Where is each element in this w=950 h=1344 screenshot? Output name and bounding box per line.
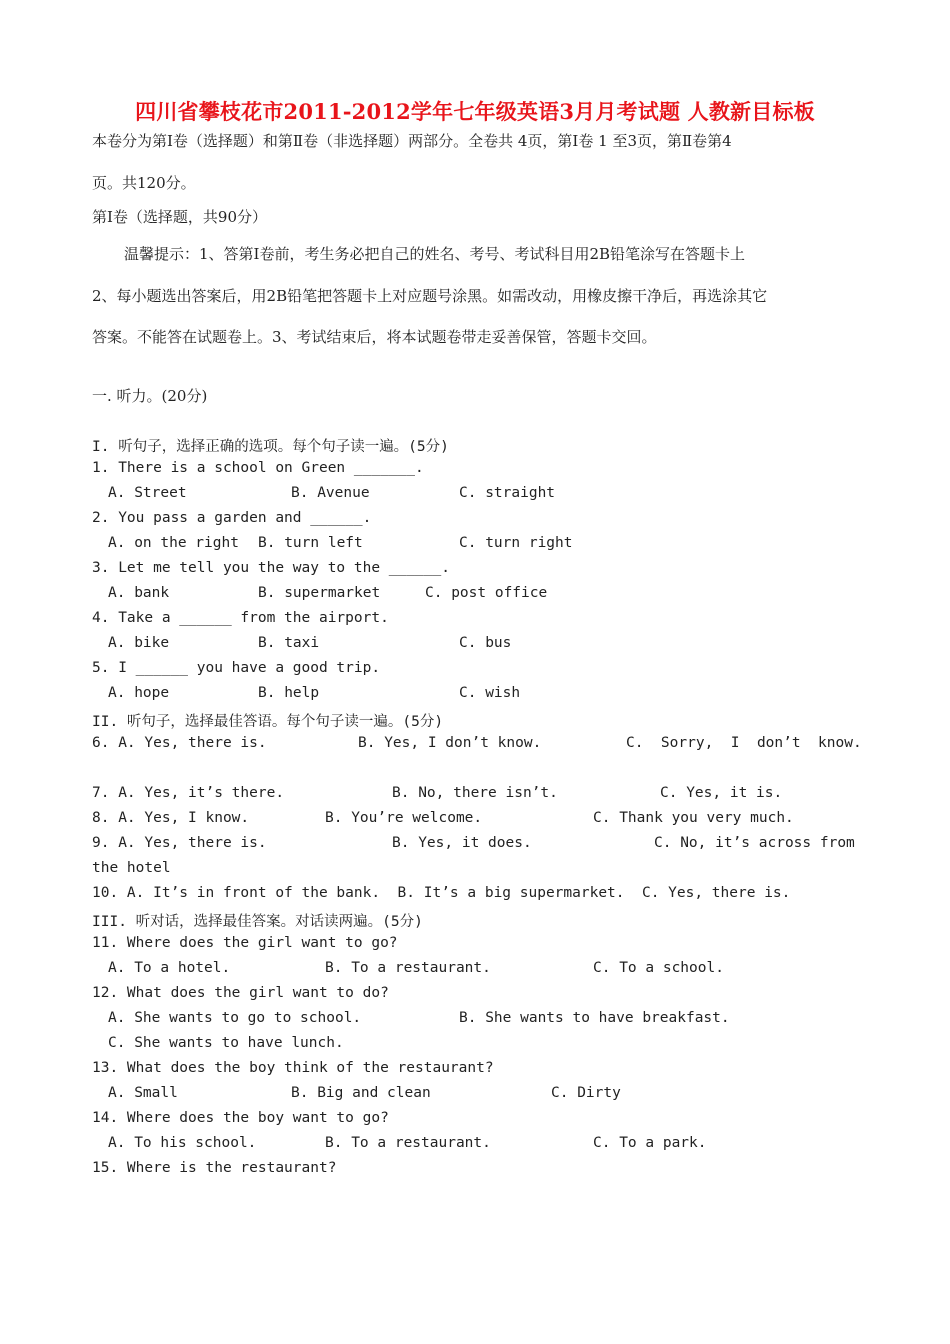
subsection-heading: I. 听句子，选择正确的选项。每个句子读一遍。(5分) (92, 439, 449, 455)
option: B. Avenue (291, 485, 370, 501)
intro-text: 页。共120分。 (92, 174, 196, 192)
option: C. Sorry, I don’t know. (626, 735, 862, 751)
option: B. She wants to have breakfast. (459, 1010, 730, 1026)
option: B. taxi (258, 635, 320, 651)
option: C. wish (459, 685, 521, 701)
option: B. help (258, 685, 320, 701)
option: C. Dirty (551, 1085, 621, 1101)
option: C. straight (459, 485, 556, 501)
option: C. Yes, it is. (660, 785, 783, 801)
option: A. hope (108, 685, 170, 701)
option: B. supermarket (258, 585, 381, 601)
option: B. You’re welcome. (325, 810, 483, 826)
option: B. Yes, I don’t know. (358, 735, 542, 751)
option: C. turn right (459, 535, 573, 551)
option: C. She wants to have lunch. (108, 1035, 344, 1051)
page-title: 四川省攀枝花市2011-2012学年七年级英语3月月考试题 人教新目标板 (135, 99, 815, 124)
option: 9. A. Yes, there is. (92, 835, 267, 851)
option: 7. A. Yes, it’s there. (92, 785, 285, 801)
option: A. bike (108, 635, 170, 651)
tips-text: 答案。不能答在试题卷上。3、考试结束后，将本试题卷带走妥善保管，答题卡交回。 (92, 328, 657, 346)
option: B. To a restaurant. (325, 960, 491, 976)
option: C. No, it’s across from (654, 835, 855, 851)
question-text: 10. A. It’s in front of the bank. B. It’s a big supermarket. C. Yes, there is. (92, 885, 791, 901)
tips-text: 2、每小题选出答案后，用2B铅笔把答题卡上对应题号涂黑。如需改动，用橡皮擦干净后，再选涂其它 (92, 287, 768, 305)
option: 8. A. Yes, I know. (92, 810, 250, 826)
part-heading: 第Ⅰ卷（选择题，共90分） (92, 208, 268, 226)
intro-text: 本卷分为第Ⅰ卷（选择题）和第Ⅱ卷（非选择题）两部分。全卷共 4页，第Ⅰ卷 1 至3页，第Ⅱ卷第4 (92, 132, 732, 150)
option: C. post office (425, 585, 548, 601)
question-text: 11. Where does the girl want to go? (92, 935, 398, 951)
section-heading: 一. 听力。(20分) (92, 387, 208, 405)
question-text: 13. What does the boy think of the restaurant? (92, 1060, 494, 1076)
question-text: 12. What does the girl want to do? (92, 985, 389, 1001)
option: the hotel (92, 860, 171, 876)
question-text: 5. I ______ you have a good trip. (92, 660, 381, 676)
option: 6. A. Yes, there is. (92, 735, 267, 751)
option: A. To a hotel. (108, 960, 231, 976)
subsection-heading: III. 听对话，选择最佳答案。对话读两遍。(5分) (92, 914, 423, 930)
option: A. She wants to go to school. (108, 1010, 362, 1026)
option: B. turn left (258, 535, 363, 551)
option: B. Big and clean (291, 1085, 431, 1101)
option: B. To a restaurant. (325, 1135, 491, 1151)
question-text: 4. Take a ______ from the airport. (92, 610, 389, 626)
option: A. Street (108, 485, 187, 501)
question-text: 15. Where is the restaurant? (92, 1160, 337, 1176)
option: A. Small (108, 1085, 178, 1101)
question-text: 1. There is a school on Green _______. (92, 460, 424, 476)
option: A. bank (108, 585, 170, 601)
tips-text: 温馨提示：1、答第Ⅰ卷前，考生务必把自己的姓名、考号、考试科目用2B铅笔涂写在答题卡上 (124, 245, 746, 263)
option: A. on the right (108, 535, 239, 551)
option: C. To a park. (593, 1135, 707, 1151)
subsection-heading: II. 听句子，选择最佳答语。每个句子读一遍。(5分) (92, 714, 444, 730)
question-text: 14. Where does the boy want to go? (92, 1110, 389, 1126)
option: C. Thank you very much. (593, 810, 794, 826)
option: B. Yes, it does. (392, 835, 532, 851)
question-text: 2. You pass a garden and ______. (92, 510, 372, 526)
option: C. bus (459, 635, 512, 651)
option: C. To a school. (593, 960, 724, 976)
option: B. No, there isn’t. (392, 785, 558, 801)
question-text: 3. Let me tell you the way to the ______. (92, 560, 450, 576)
option: A. To his school. (108, 1135, 257, 1151)
